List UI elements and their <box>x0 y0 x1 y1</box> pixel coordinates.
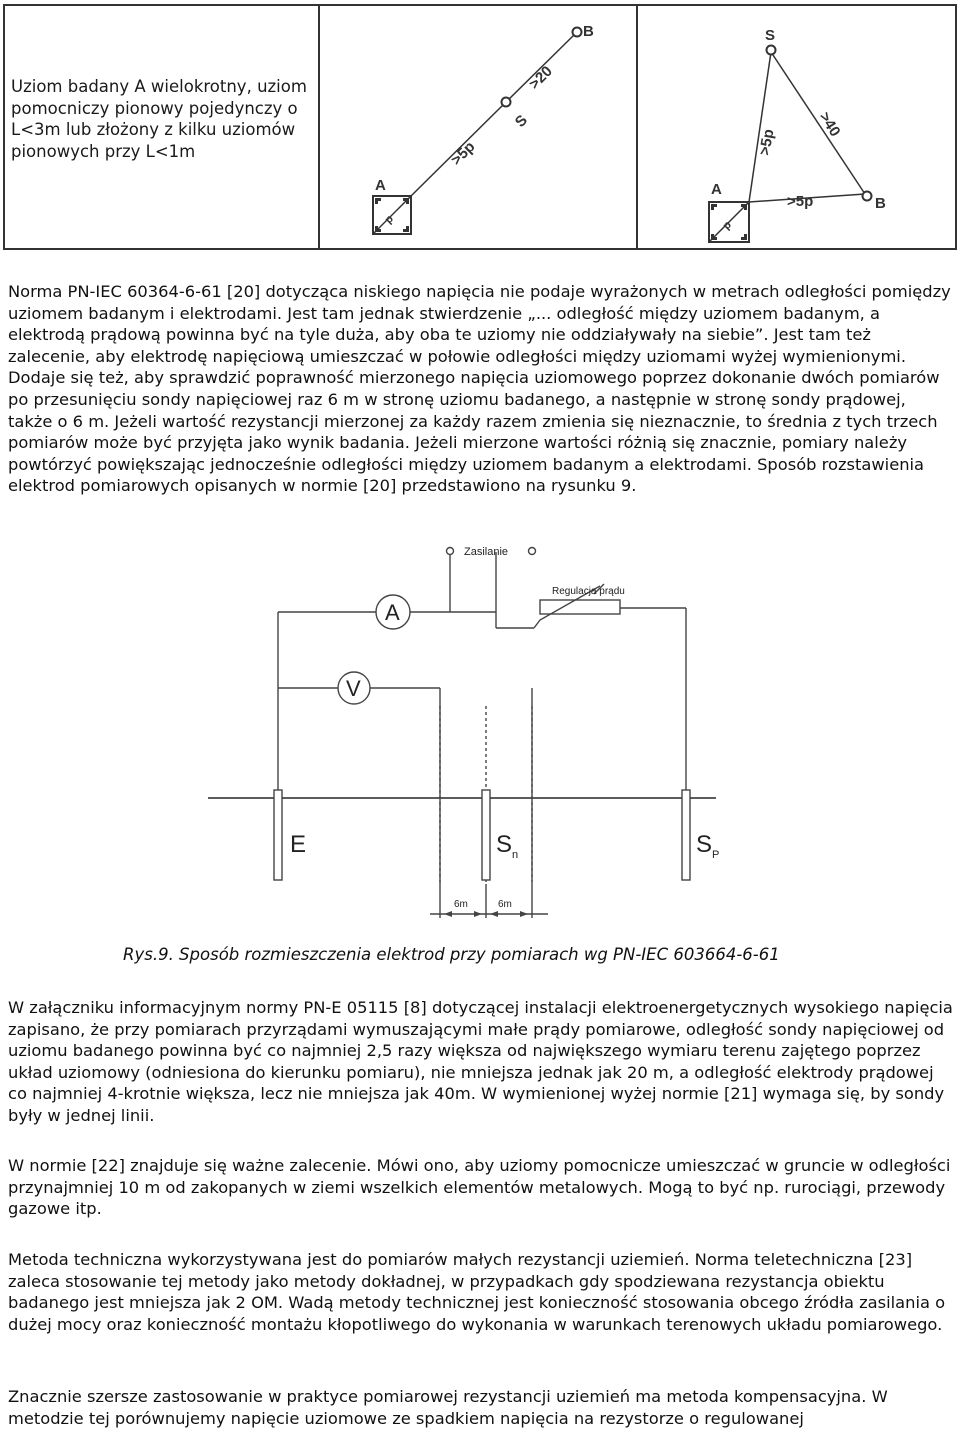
label-5p-vertical: >5p <box>756 127 778 157</box>
probe-b-point <box>573 28 582 37</box>
dimension-left: 6m <box>454 899 468 910</box>
label-s: S <box>765 27 776 44</box>
dimension-right: 6m <box>498 899 512 910</box>
paragraph: W załączniku informacyjnym normy PN-E 05115 [8] dotyczącej instalacji elektroenergetycznych wysokiego napięcia zapisano, że przy pomiarach przyrządami wymuszającymi małe prądy pomiarowe, odległość sondy napięciowej od uziomu badanego powinna być co najmniej 2,5 razy większa od największego wymiaru terenu zajętego poprzez układ uziomowy (odniesiona do kierunku pomiaru), nie mniejsza jednak jak 20 m, a odległość elektrody prądowej co najmniej 4-krotnie większa, lecz nie mniejsza jak 40m. W wymienionej wyżej normie [21] wymaga się, by sondy były w jednej linii. <box>8 998 953 1125</box>
label-a: A <box>711 181 722 198</box>
label-20: >20 <box>525 62 556 93</box>
label-p: p <box>720 218 734 233</box>
label-p: p <box>382 212 396 227</box>
ammeter-label: A <box>385 600 400 625</box>
label-a: A <box>375 177 386 194</box>
supply-terminal-right <box>529 548 536 555</box>
label-5p: >5p <box>447 138 479 169</box>
layout-figure-triangular <box>639 6 955 252</box>
label-s: S <box>511 111 531 131</box>
electrode-sp <box>682 790 690 880</box>
label-5p-horizontal: >5p <box>787 193 814 210</box>
supply-terminal-left <box>447 548 454 555</box>
paragraph: W normie [22] znajduje się ważne zalecenie. Mówi ono, aby uziomy pomocnicze umieszczać w gruncie w odległości przynajmniej 10 m od zakopanych w ziemi wszelkich elementów metalowych. Mogą to być np. rurociągi, przewody gazowe itp. <box>8 1156 951 1219</box>
supply-label: Zasilanie <box>464 546 509 558</box>
voltmeter-label: V <box>346 676 361 701</box>
electrode-e <box>274 790 282 880</box>
probe-s-point <box>767 46 776 55</box>
table-divider <box>318 6 320 248</box>
paragraph: Metoda techniczna wykorzystywana jest do pomiarów małych rezystancji uziemień. Norma teletechniczna [23] zaleca stosowanie tej metody jako metody dokładnej, w przypadkach gdy spodziewana rezystancja obiektu badanego jest mniejsza jak 2 OM. Wadą metody technicznej jest konieczność stosowania obcego źródła zasilania o dużej mocy oraz konieczność montażu kłopotliwego do wykonania w warunkach terenowych układu pomiarowego. <box>8 1250 946 1334</box>
label-b: B <box>875 195 886 212</box>
figure-caption: Rys.9. Sposób rozmieszczenia elektrod przy pomiarach wg PN-IEC 603664-6-61 <box>123 945 780 964</box>
label-40: >40 <box>815 109 844 140</box>
layout-figure-linear <box>321 6 633 252</box>
regulator-label: Regulacja prądu <box>552 586 625 597</box>
paragraph: Znacznie szersze zastosowanie w praktyce pomiarowej rezystancji uziemień ma metoda kompensacyjna. W metodzie tej porównujemy napięcie uziomowe ze spadkiem napięcia na rezystorze o regulowanej <box>8 1387 888 1428</box>
table-cell-description: Uziom badany A wielokrotny, uziom pomocniczy pionowy pojedynczy o L<3m lub złożony z kilku uziomów pionowych przy L<1m <box>11 77 307 161</box>
electrode-e-label: E <box>290 831 307 858</box>
electrode-sn-label: $S_n$ <box>496 831 519 861</box>
electrode-sp-label: $S_P$ <box>696 831 720 861</box>
label-b: B <box>583 23 594 40</box>
paragraph: Norma PN-IEC 60364-6-61 [20] dotycząca niskiego napięcia nie podaje wyrażonych w metrach odległości pomiędzy uziomem badanym i elektrodami. Jest tam jednak stwierdzenie „... odległość między uziomem badanym, a elektrodą prądową powinna być na tyle duża, aby oba te uziomy nie oddziaływały na siebie”. Jest tam też zalecenie, aby elektrodę napięciową umieszczać w połowie odległości między uziomami wyżej wymienionymi. Dodaje się też, aby sprawdzić poprawność mierzonego napięcia uziomowego poprzez dokonanie dwóch pomiarów po przesunięciu sondy napięciowej raz 6 m w stronę uziomu badanego, a następnie w stronę sondy prądowej, także o 6 m. Jeżeli wartość rezystancji mierzonej za każdy razem zmienia się nieznacznie, to średnia z tych trzech pomiarów może być przyjęta jako wynik badania. Jeżeli mierzone wartości różnią się znacznie, pomiary należy powtórzyć powiększając jednocześnie odległości między uziomem badanym a elektrodami. Sposób rozstawienia elektrod pomiarowych opisanych w normie [20] przedstawiono na rysunku 9. <box>8 282 951 496</box>
electrode-sn <box>482 790 490 880</box>
probe-b-point <box>863 192 872 201</box>
probe-s-point <box>502 98 511 107</box>
electrode-layout-table <box>3 4 957 250</box>
current-regulator-resistor <box>540 600 620 614</box>
measurement-circuit-figure <box>200 536 720 924</box>
table-divider <box>636 6 638 248</box>
